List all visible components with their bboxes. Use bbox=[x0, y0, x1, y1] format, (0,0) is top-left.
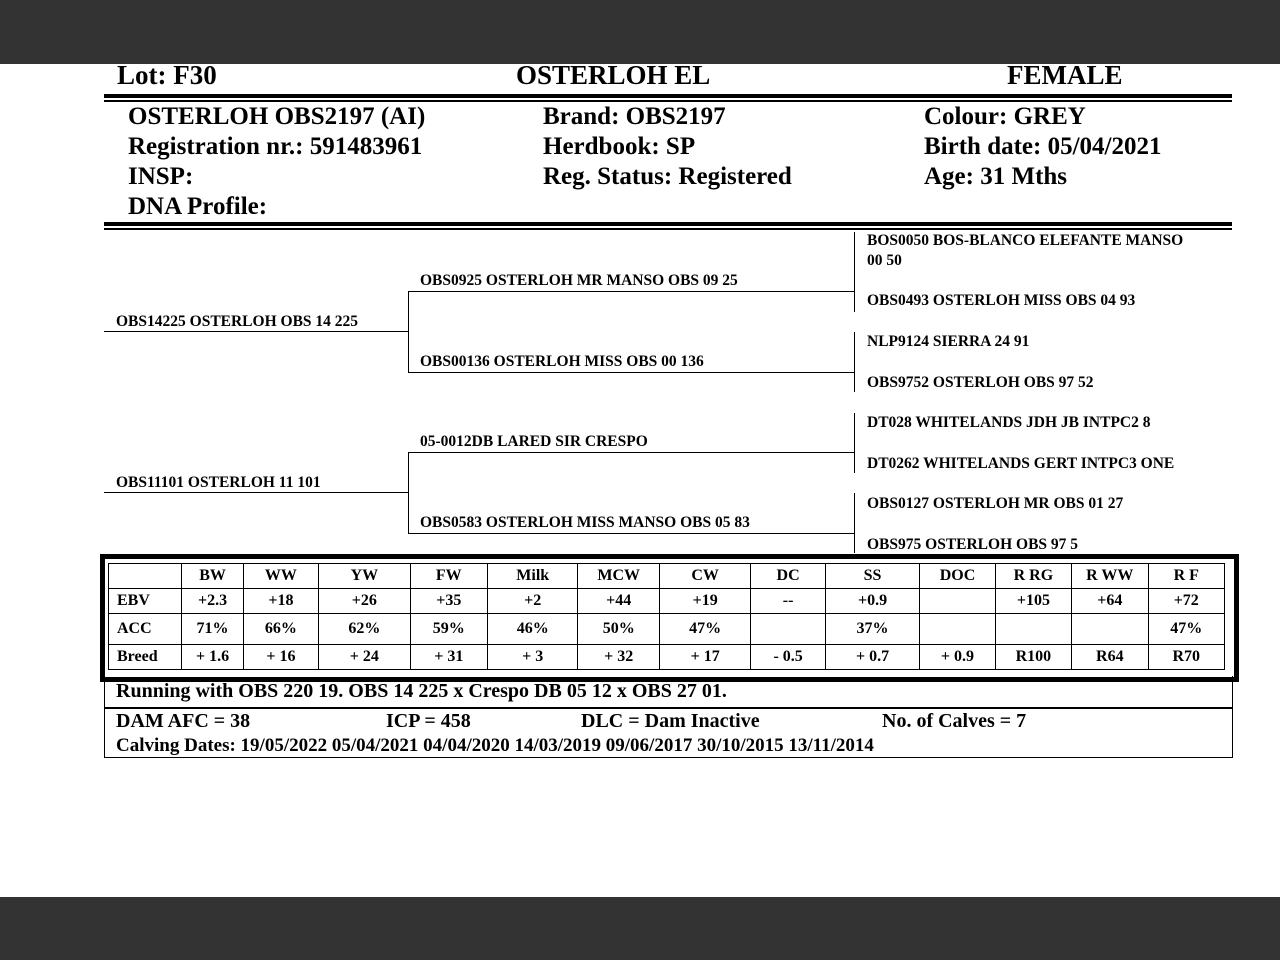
breed-cell: + 0.7 bbox=[825, 645, 920, 670]
acc-cell: 46% bbox=[488, 614, 578, 645]
acc-row-label: ACC bbox=[109, 614, 182, 645]
pedigree-ggp-2: OBS0493 OSTERLOH MISS OBS 04 93 bbox=[867, 292, 1136, 309]
acc-cell bbox=[920, 614, 995, 645]
breed-cell: + 0.9 bbox=[920, 645, 995, 670]
lot-label: Lot: F30 bbox=[117, 60, 217, 90]
header-rule-thick bbox=[104, 94, 1232, 98]
ebv-header-cell: R RG bbox=[995, 564, 1071, 589]
breed-cell: + 16 bbox=[243, 645, 318, 670]
pedigree-bracket bbox=[854, 232, 855, 312]
ebv-header-row bbox=[109, 564, 1225, 589]
ebv-header-cell: R WW bbox=[1072, 564, 1148, 589]
dna-profile-label: DNA Profile: bbox=[128, 193, 268, 220]
ebv-table bbox=[108, 563, 1225, 670]
ebv-header-cell: R F bbox=[1148, 564, 1225, 589]
calves-count: No. of Calves = 7 bbox=[882, 710, 1027, 732]
pedigree-sire-sire: OBS0925 OSTERLOH MR MANSO OBS 09 25 bbox=[420, 272, 738, 289]
ebv-header-cell: BW bbox=[182, 564, 243, 589]
age-label: Age: 31 Mths bbox=[924, 163, 1068, 190]
viewer-bottom-bar bbox=[0, 897, 1280, 960]
pedigree-line bbox=[408, 452, 855, 453]
icp-value: ICP = 458 bbox=[386, 710, 471, 732]
pedigree-bracket bbox=[408, 452, 409, 533]
pedigree-dam-dam: OBS0583 OSTERLOH MISS MANSO OBS 05 83 bbox=[420, 514, 750, 531]
acc-cell bbox=[1072, 614, 1148, 645]
insp-label: INSP: bbox=[128, 163, 194, 190]
ebv-cell: +44 bbox=[578, 589, 659, 614]
acc-cell: 62% bbox=[319, 614, 410, 645]
header-rule-thin bbox=[104, 100, 1232, 102]
herdbook-label: Herdbook: SP bbox=[543, 133, 696, 160]
pedigree-dam: OBS11101 OSTERLOH 11 101 bbox=[116, 474, 321, 491]
notes-divider bbox=[104, 707, 1232, 709]
breed-cell: + 3 bbox=[488, 645, 578, 670]
pedigree-bracket bbox=[408, 291, 409, 372]
ebv-row bbox=[109, 589, 1225, 614]
dam-afc: DAM AFC = 38 bbox=[116, 710, 251, 732]
colour-label: Colour: GREY bbox=[924, 103, 1086, 130]
pedigree-ggp-6: DT0262 WHITELANDS GERT INTPC3 ONE bbox=[867, 455, 1175, 472]
pedigree-line bbox=[104, 331, 409, 332]
pedigree-ggp-8: OBS975 OSTERLOH OBS 97 5 bbox=[867, 536, 1079, 553]
birth-date-label: Birth date: 05/04/2021 bbox=[924, 133, 1162, 160]
breed-cell: + 31 bbox=[410, 645, 487, 670]
calving-dates: Calving Dates: 19/05/2022 05/04/2021 04/04/2020 14/03/2019 09/06/2017 30/10/2015 13/11/2014 bbox=[116, 735, 874, 756]
info-rule-thin bbox=[104, 228, 1232, 230]
ebv-header-cell: DC bbox=[751, 564, 825, 589]
ebv-cell: +64 bbox=[1072, 589, 1148, 614]
registration-number: Registration nr.: 591483961 bbox=[128, 133, 423, 160]
pedigree-line bbox=[104, 492, 409, 493]
breed-cell: + 24 bbox=[319, 645, 410, 670]
breed-row bbox=[109, 645, 1225, 670]
running-with-note: Running with OBS 220 19. OBS 14 225 x Crespo DB 05 12 x OBS 27 01. bbox=[116, 680, 727, 702]
acc-cell: 66% bbox=[243, 614, 318, 645]
pedigree-ggp-3: NLP9124 SIERRA 24 91 bbox=[867, 333, 1030, 350]
ebv-cell: +19 bbox=[659, 589, 750, 614]
pedigree-ggp-1-line2: 00 50 bbox=[867, 252, 902, 269]
pedigree-ggp-4: OBS9752 OSTERLOH OBS 97 52 bbox=[867, 374, 1094, 391]
acc-cell bbox=[995, 614, 1071, 645]
acc-cell: 71% bbox=[182, 614, 243, 645]
breed-cell: R64 bbox=[1072, 645, 1148, 670]
ebv-cell: +18 bbox=[243, 589, 318, 614]
ebv-cell: +105 bbox=[995, 589, 1071, 614]
animal-name: OSTERLOH OBS2197 (AI) bbox=[128, 103, 426, 130]
acc-cell: 47% bbox=[1148, 614, 1225, 645]
sex-label: FEMALE bbox=[1007, 60, 1123, 90]
dlc-status: DLC = Dam Inactive bbox=[581, 710, 760, 732]
breed-cell: R100 bbox=[995, 645, 1071, 670]
acc-cell: 50% bbox=[578, 614, 659, 645]
ebv-cell: +2.3 bbox=[182, 589, 243, 614]
viewer-top-bar bbox=[0, 0, 1280, 64]
pedigree-sire-dam: OBS00136 OSTERLOH MISS OBS 00 136 bbox=[420, 353, 704, 370]
ebv-header-cell: CW bbox=[659, 564, 750, 589]
ebv-cell: +0.9 bbox=[825, 589, 920, 614]
pedigree-sire: OBS14225 OSTERLOH OBS 14 225 bbox=[116, 313, 359, 330]
pedigree-ggp-5: DT028 WHITELANDS JDH JB INTPC2 8 bbox=[867, 414, 1151, 431]
pedigree-bracket bbox=[854, 413, 855, 473]
ebv-header-cell: WW bbox=[243, 564, 318, 589]
ebv-cell: -- bbox=[751, 589, 825, 614]
ebv-cell: +35 bbox=[410, 589, 487, 614]
pedigree-line bbox=[408, 372, 855, 373]
acc-cell: 47% bbox=[659, 614, 750, 645]
breed-row-label: Breed bbox=[109, 645, 182, 670]
pedigree-bracket bbox=[854, 332, 855, 392]
ebv-header-cell: SS bbox=[825, 564, 920, 589]
pedigree-bracket bbox=[854, 493, 855, 553]
breed-cell: R70 bbox=[1148, 645, 1225, 670]
breed-cell: - 0.5 bbox=[751, 645, 825, 670]
acc-cell bbox=[751, 614, 825, 645]
pedigree-ggp-1: BOS0050 BOS-BLANCO ELEFANTE MANSO bbox=[867, 232, 1184, 249]
ebv-header-cell: MCW bbox=[578, 564, 659, 589]
pedigree-line bbox=[408, 291, 855, 292]
brand-label: Brand: OBS2197 bbox=[543, 103, 726, 130]
ebv-header-cell: FW bbox=[410, 564, 487, 589]
ebv-header-cell bbox=[109, 564, 182, 589]
ebv-row-label: EBV bbox=[109, 589, 182, 614]
reg-status-label: Reg. Status: Registered bbox=[543, 163, 792, 190]
pedigree-dam-sire: 05-0012DB LARED SIR CRESPO bbox=[420, 433, 648, 450]
ebv-cell: +72 bbox=[1148, 589, 1225, 614]
ebv-header-cell: Milk bbox=[488, 564, 578, 589]
acc-row bbox=[109, 614, 1225, 645]
ebv-cell: +2 bbox=[488, 589, 578, 614]
breed-cell: + 32 bbox=[578, 645, 659, 670]
herd-title: OSTERLOH EL bbox=[516, 60, 711, 90]
info-rule-thick bbox=[104, 222, 1232, 226]
acc-cell: 37% bbox=[825, 614, 920, 645]
ebv-header-cell: DOC bbox=[920, 564, 995, 589]
ebv-cell: +26 bbox=[319, 589, 410, 614]
pedigree-line bbox=[408, 533, 855, 534]
breed-cell: + 1.6 bbox=[182, 645, 243, 670]
ebv-cell bbox=[920, 589, 995, 614]
pedigree-ggp-7: OBS0127 OSTERLOH MR OBS 01 27 bbox=[867, 495, 1124, 512]
breed-cell: + 17 bbox=[659, 645, 750, 670]
acc-cell: 59% bbox=[410, 614, 487, 645]
ebv-header-cell: YW bbox=[319, 564, 410, 589]
